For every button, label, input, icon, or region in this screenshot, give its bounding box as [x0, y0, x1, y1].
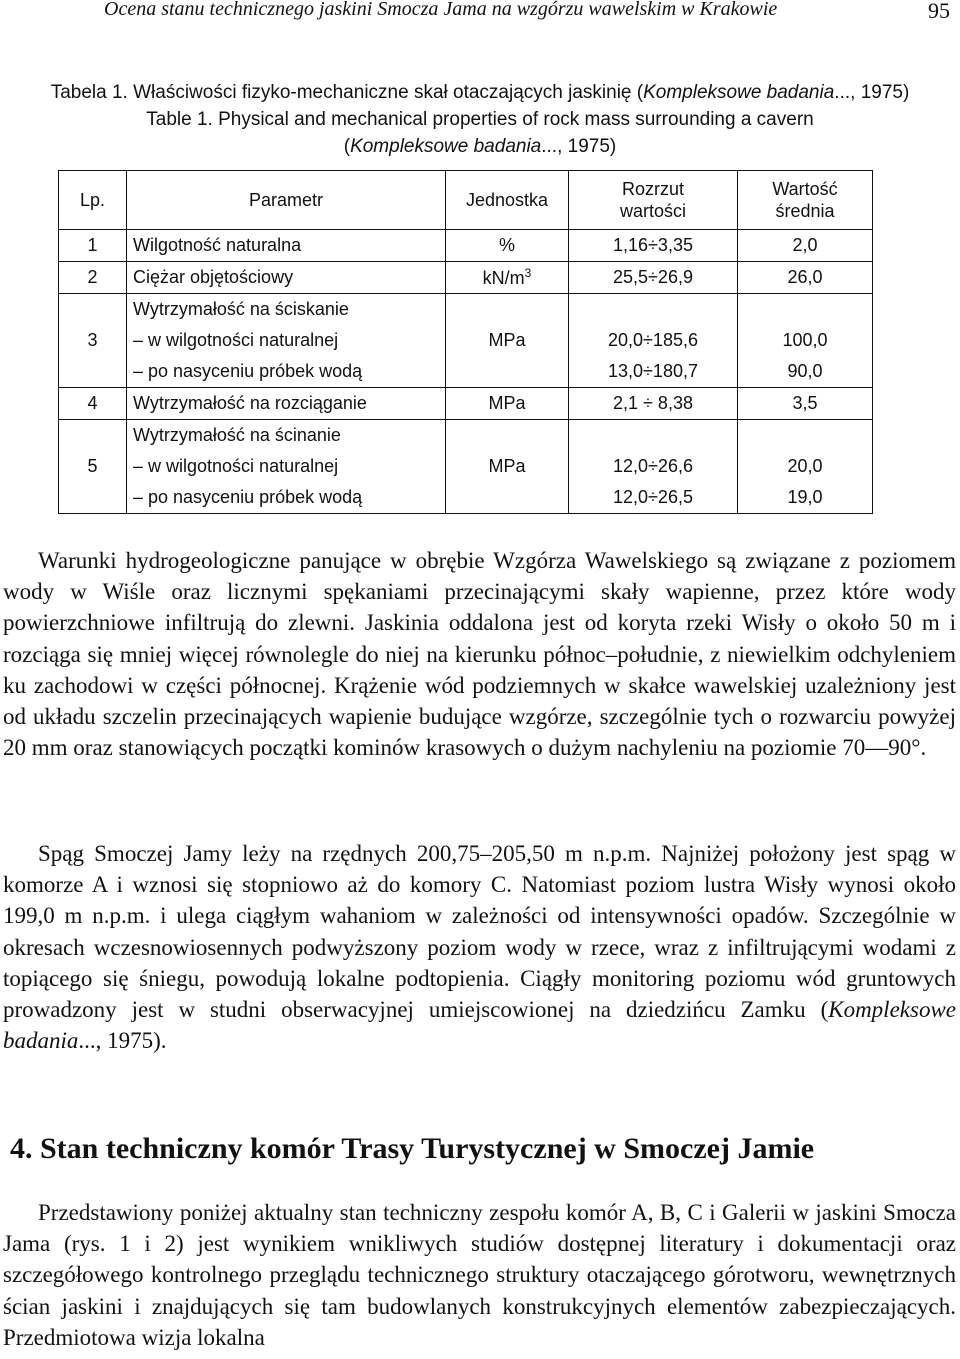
table-row: 4 Wytrzymałość na rozciąganie MPa 2,1 ÷ 8,38 3,5 — [59, 388, 873, 420]
header-jednostka: Jednostka — [446, 171, 569, 230]
header-parametr: Parametr — [127, 171, 446, 230]
table-caption-source: (Kompleksowe badania..., 1975) — [343, 136, 617, 157]
paragraph-cave-floor: Spąg Smoczej Jamy leży na rzędnych 200,75–205,50 m n.p.m. Najniżej położony jest spąg w komorze A i wznosi się stopniowo aż do komory C. Natomiast poziom lustra Wisły wynosi około 199,0 m n.p.m. i ulega ciągłym wahaniom w zależności od intensywności opadów. Szczególnie w okresach wczesnowiosennych podwyższony poziom wody w rzece, wraz z infiltrującymi wodami z topiącego się śniegu, powodują lokalne podtopienia. Ciągły monitoring poziomu wód gruntowych prowadzony jest w studni obserwacyjnej umiejscowionej na dziedzińcu Zamku (Kompleksowe badania..., 1975). — [3, 841, 956, 1054]
running-header — [0, 0, 960, 30]
header-srednia: Wartość średnia — [738, 171, 873, 230]
page-number: 95 — [928, 0, 950, 23]
table-caption-en: Table 1. Physical and mechanical properties of rock mass surrounding a cavern — [146, 109, 814, 130]
table-row: 5 Wytrzymałość na ścinanie – w wilgotności naturalnej – po nasyceniu próbek wodą MPa 12,0÷26,6 12,0÷26,5 20,0 19,0 — [59, 420, 873, 514]
section-heading: 4. Stan techniczny komór Trasy Turystycznej w Smoczej Jamie — [10, 1132, 815, 1165]
table-caption-pl: Tabela 1. Właściwości fizyko-mechaniczne skał otaczających jaskinię (Kompleksowe badania..., 1975) — [50, 82, 910, 103]
table-row: 1 Wilgotność naturalna % 1,16÷3,35 2,0 — [59, 230, 873, 262]
properties-table — [58, 170, 873, 514]
header-lp: Lp. — [59, 171, 127, 230]
paragraph-hydrogeology: Warunki hydrogeologiczne panujące w obrębie Wzgórza Wawelskiego są związane z poziomem wody w Wiśle oraz licznymi spękaniami przecinającymi skały wapienne, przez które wody powierzchniowe infiltrują do zlewni. Jaskinia oddalona jest od koryta rzeki Wisły o około 50 m i rozciąga się mniej więcej równolegle do niej na kierunku północ–południe, z niewielkim odchyleniem ku zachodowi w części północnej. Krążenie wód podziemnych w skałce wawelskiej uzależniony jest od układu szczelin przecinających wapienie budujące wzgórze, szczególnie tych o rozwarciu powyżej 20 mm oraz stanowiących początki kominów krasowych o dużym nachyleniu na poziomie 70––90°. — [3, 548, 956, 761]
table-row: 3 Wytrzymałość na ściskanie – w wilgotności naturalnej – po nasyceniu próbek wodą MPa 20,0÷185,6 13,0÷180,7 100,0 90,0 — [59, 294, 873, 388]
table-row: 2 Ciężar objętościowy $kN/m^3$ 25,5÷26,9 26,0 — [59, 262, 873, 294]
running-title: Ocena stanu technicznego jaskini Smocza Jama na wzgórzu wawelskim w Krakowie — [104, 0, 778, 20]
paragraph-technical-state: Przedstawiony poniżej aktualny stan techniczny zespołu komór A, B, C i Galerii w jaskini Smocza Jama (rys. 1 i 2) jest wynikiem wnikliwych studiów dostępnej literatury i dokumentacji oraz szczegółowego kontrolnego przeglądu technicznego struktury otaczającego górotworu, wewnętrznych ścian jaskini i znajdujących się tam budowlanych konstrukcyjnych elementów zabezpieczających. Przedmiotowa wizja lokalna — [3, 1200, 956, 1350]
header-rozrzut: Rozrzut wartości — [569, 171, 738, 230]
table-header-row — [59, 171, 873, 230]
